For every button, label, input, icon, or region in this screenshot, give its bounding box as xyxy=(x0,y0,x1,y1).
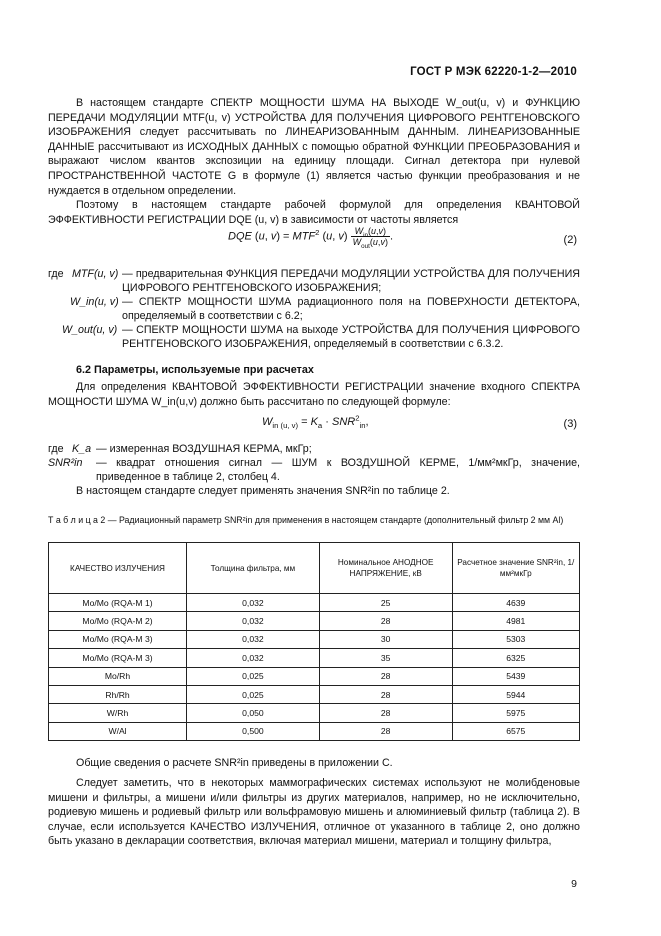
table-row xyxy=(49,612,580,630)
page-number: 9 xyxy=(571,878,577,890)
table-cell: 25 xyxy=(319,594,452,612)
definition-term: K_a xyxy=(72,443,92,455)
paragraph-4: В настоящем стандарте следует применять значения SNR²in по таблице 2. xyxy=(76,485,450,497)
table-cell: 28 xyxy=(319,612,452,630)
table-caption: Т а б л и ц а 2 — Радиационный параметр SNR²in для применения в настоящем стандарте (дополнительный фильтр 2 мм Al) xyxy=(48,515,564,525)
table-cell: Rh/Rh xyxy=(49,685,187,703)
definition-term: W_out(u, v) xyxy=(62,324,118,336)
table-cell: Mo/Mo (RQA-M 3) xyxy=(49,630,187,648)
table-cell: 28 xyxy=(319,685,452,703)
paragraph-2: Поэтому в настоящем стандарте рабочей формулой для определения КВАНТОВОЙ ЭФФЕКТИВНОСТИ РЕГИСТРАЦИИ DQE (u, v) в зависимости от частоты является xyxy=(48,199,580,226)
table-cell: 0,032 xyxy=(187,594,320,612)
table-cell: 0,032 xyxy=(187,630,320,648)
table-cell: 28 xyxy=(319,722,452,740)
paragraph-6: Следует заметить, что в некоторых маммографических системах используют не молибденовые мишени и фильтры, а мишени и/или фильтры из других материалов, например, но не исключительно, родиевую мишень и родиевый фильтр или вольфрамовую мишень и алюминиевый фильтр (таблица 2). В случае, если используется КАЧЕСТВО ИЗЛУЧЕНИЯ, отличное от указанного в таблице 2, оно должно быть указано в декларации соответствия, включая материал мишени, материал и толщину фильтра, xyxy=(48,777,580,848)
table-cell: 0,025 xyxy=(187,685,320,703)
table-header-cell: Расчетное значение SNR²in, 1/мм²мкГр xyxy=(452,543,579,594)
table-row xyxy=(49,704,580,722)
document-header: ГОСТ Р МЭК 62220-1-2—2010 xyxy=(410,66,577,78)
table-cell: 5975 xyxy=(452,704,579,722)
table-row xyxy=(49,594,580,612)
table-cell: 0,050 xyxy=(187,704,320,722)
definition-text: — СПЕКТР МОЩНОСТИ ШУМА на выходе УСТРОЙСТВА ДЛЯ ПОЛУЧЕНИЯ ЦИФРОВОГО РЕНТГЕНОВСКОГО ИЗОБРАЖЕНИЯ, определяемый в соответствии с 6.3.2. xyxy=(122,324,580,351)
table-cell: 5944 xyxy=(452,685,579,703)
definition-term: SNR²in xyxy=(48,457,83,469)
table-cell: 28 xyxy=(319,704,452,722)
definition-text: — квадрат отношения сигнал — ШУМ к ВОЗДУШНОЙ КЕРМЕ, 1/мм²мкГр, значение, приведенное в таблице 2, столбец 4. xyxy=(96,457,580,484)
paragraph-1: В настоящем стандарте СПЕКТР МОЩНОСТИ ШУМА НА ВЫХОДЕ W_out(u, v) и ФУНКЦИЮ ПЕРЕДАЧИ МОДУЛЯЦИИ MTF(u, v) УСТРОЙСТВА ДЛЯ ПОЛУЧЕНИЯ ЦИФРОВОГО РЕНТГЕНОВСКОГО ИЗОБРАЖЕНИЯ следует рассчитывать по ЛИНЕАРИЗОВАННЫМ ДАННЫМ. ЛИНЕАРИЗОВАННЫЕ ДАННЫЕ рассчитывают из ИСХОДНЫХ ДАННЫХ с помощью обратной ФУНКЦИИ ПРЕОБРАЗОВАНИЯ и выражают числом квантов экспозиции на единицу площади. Сигнал детектора при нулевой ПРОСТРАНСТВЕННОЙ ЧАСТОТЕ G в формуле (1) является частью функции преобразования и не нуждается в отдельном определении. xyxy=(48,97,580,197)
table-cell: Mo/Mo (RQA-M 3) xyxy=(49,649,187,667)
definition-prefix: где xyxy=(48,268,64,280)
table-row xyxy=(49,722,580,740)
table-cell: 0,032 xyxy=(187,649,320,667)
table-2 xyxy=(48,542,580,741)
table-cell: Mo/Mo (RQA-M 1) xyxy=(49,594,187,612)
table-row xyxy=(49,667,580,685)
definition-prefix: где xyxy=(48,443,64,455)
equation-2: DQE (u, $v) = MTF^2$ (u, v) $\frac{W_{in}(u,v)}{W_{out}(u,v)}$ . xyxy=(228,226,393,250)
paragraph-3: Для определения КВАНТОВОЙ ЭФФЕКТИВНОСТИ РЕГИСТРАЦИИ значение входного СПЕКТРА МОЩНОСТИ ШУМА W_in(u,v) должно быть рассчитано по следующей формуле: xyxy=(48,381,580,408)
equation-2-fraction: $\frac{W_{in}(u,v)}{W_{out}(u,v)}$ xyxy=(352,226,388,250)
table-header-cell: Номинальное АНОДНОЕ НАПРЯЖЕНИЕ, кВ xyxy=(319,543,452,594)
paragraph-5: Общие сведения о расчете SNR²in приведены в приложении С. xyxy=(76,757,393,769)
equation-2-number: (2) xyxy=(563,234,577,246)
table-cell: W/Rh xyxy=(49,704,187,722)
equation-3: $W_{in (u, v)} = K_a \cdot SNR^2_{in}$, xyxy=(262,413,369,431)
table-cell: Mo/Rh xyxy=(49,667,187,685)
table-header-cell: Толщина фильтра, мм xyxy=(187,543,320,594)
table-header-row xyxy=(49,543,580,594)
table-cell: 6575 xyxy=(452,722,579,740)
definition-term: W_in(u, v) xyxy=(70,296,119,308)
table-header-cell: КАЧЕСТВО ИЗЛУЧЕНИЯ xyxy=(49,543,187,594)
table-cell: 0,500 xyxy=(187,722,320,740)
equation-3-number: (3) xyxy=(563,418,577,430)
table-row xyxy=(49,630,580,648)
table-cell: 35 xyxy=(319,649,452,667)
definition-text: — СПЕКТР МОЩНОСТИ ШУМА радиационного поля на ПОВЕРХНОСТИ ДЕТЕКТОРА, определяемый в соответствии с 6.2; xyxy=(122,296,580,323)
section-title: 6.2 Параметры, используемые при расчетах xyxy=(76,364,314,376)
table-cell: W/Al xyxy=(49,722,187,740)
table-cell: 4639 xyxy=(452,594,579,612)
table-cell: 28 xyxy=(319,667,452,685)
table-cell: 5439 xyxy=(452,667,579,685)
table-cell: 4981 xyxy=(452,612,579,630)
table-cell: 30 xyxy=(319,630,452,648)
definition-text: — предварительная ФУНКЦИЯ ПЕРЕДАЧИ МОДУЛЯЦИИ УСТРОЙСТВА ДЛЯ ПОЛУЧЕНИЯ ЦИФРОВОГО РЕНТГЕНОВСКОГО ИЗОБРАЖЕНИЯ; xyxy=(122,268,580,295)
definition-term: MTF(u, v) xyxy=(72,268,119,280)
table-row xyxy=(49,649,580,667)
definition-text: — измеренная ВОЗДУШНАЯ КЕРМА, мкГр; xyxy=(96,443,312,455)
table-cell: 0,025 xyxy=(187,667,320,685)
table-cell: 6325 xyxy=(452,649,579,667)
table-cell: 0,032 xyxy=(187,612,320,630)
table-cell: 5303 xyxy=(452,630,579,648)
table-cell: Mo/Mo (RQA-M 2) xyxy=(49,612,187,630)
table-row xyxy=(49,685,580,703)
